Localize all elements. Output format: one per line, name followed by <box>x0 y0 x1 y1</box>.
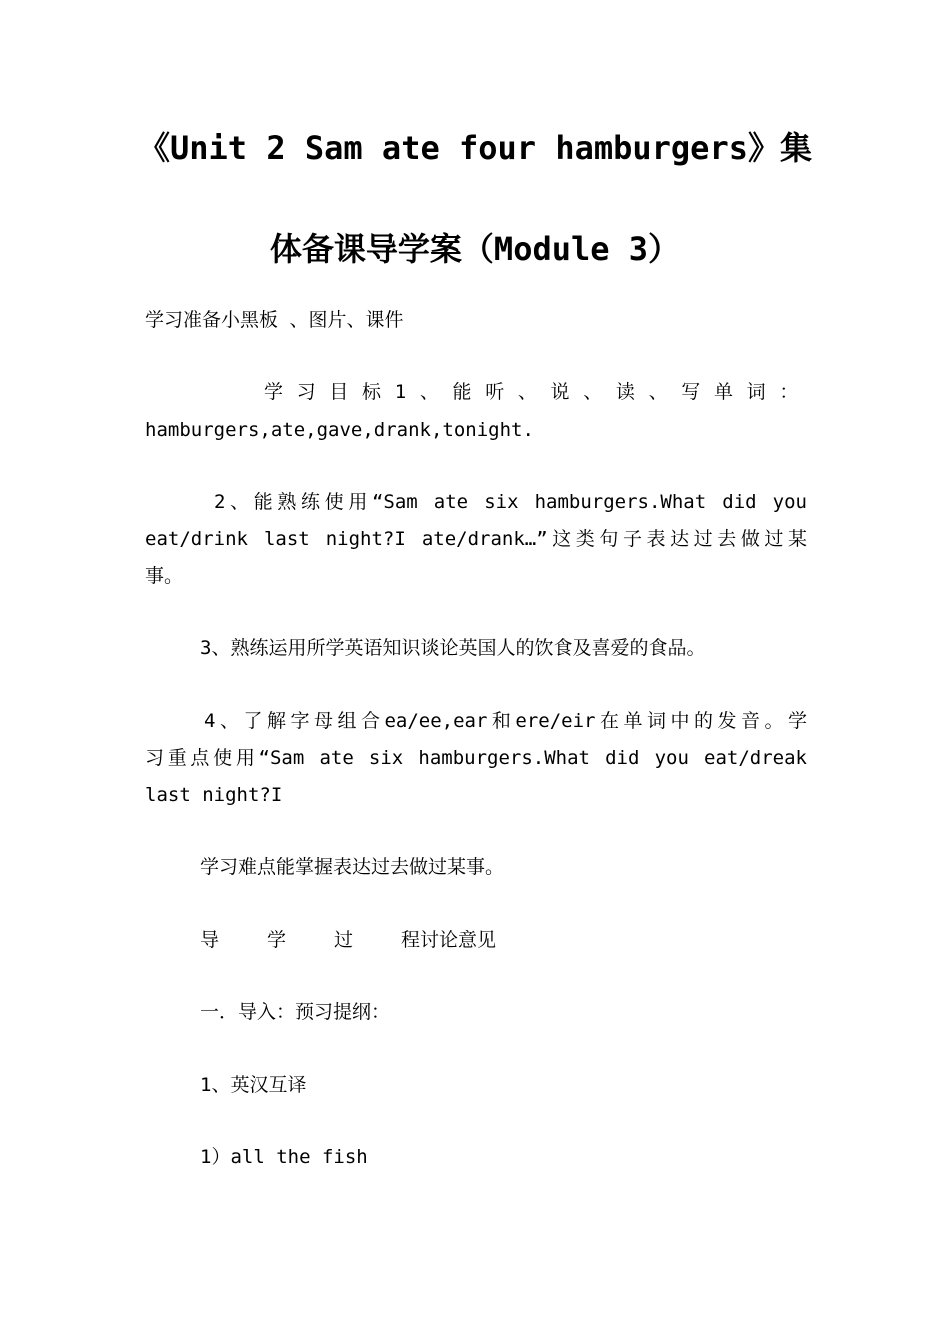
section-1-heading: 一．导入：预习提纲： <box>200 1001 391 1023</box>
document-title-line-1: 《Unit 2 Sam ate four hamburgers》集 <box>138 129 812 167</box>
goal-1-heading: 学习目标1、能听、说、读、写单词： <box>264 381 812 403</box>
preparation-line: 学习准备小黑板 、图片、课件 <box>145 309 404 331</box>
item-1-heading: 1、英汉互译 <box>200 1074 307 1096</box>
process-word-1: 导 <box>200 929 220 951</box>
goal-1-line-2: hamburgers,ate,gave,drank,tonight. <box>145 419 534 441</box>
goal-3-line: 3、熟练运用所学英语知识谈论英国人的饮食及喜爱的食品。 <box>200 637 706 659</box>
difficulty-line: 学习难点能掌握表达过去做过某事。 <box>200 856 505 878</box>
document-title-line-2: 体备课导学案（Module 3） <box>269 230 681 268</box>
process-heading-row <box>200 922 807 959</box>
process-word-4: 程讨论意见 <box>401 929 497 951</box>
goal-1-line-1 <box>264 374 812 411</box>
goal-2-line-2: eat/drink last night?I ate/drank…”这类句子表达过去做过某 <box>145 528 807 550</box>
process-word-2: 学 <box>267 929 287 951</box>
item-1-1-line: 1）all the fish <box>200 1146 368 1168</box>
goal-4-line-2: 习重点使用“Sam ate six hamburgers.What did you eat/dreak <box>145 747 807 769</box>
process-word-3: 过 <box>334 929 354 951</box>
goal-2-line-3: 事。 <box>145 565 184 587</box>
goal-4-line-3: last night?I <box>145 784 283 806</box>
goal-4-line-1: 4、了解字母组合ea/ee,ear和ere/eir在单词中的发音。学 <box>204 710 807 732</box>
goal-2-line-1: 2、能熟练使用“Sam ate six hamburgers.What did you <box>214 491 807 513</box>
